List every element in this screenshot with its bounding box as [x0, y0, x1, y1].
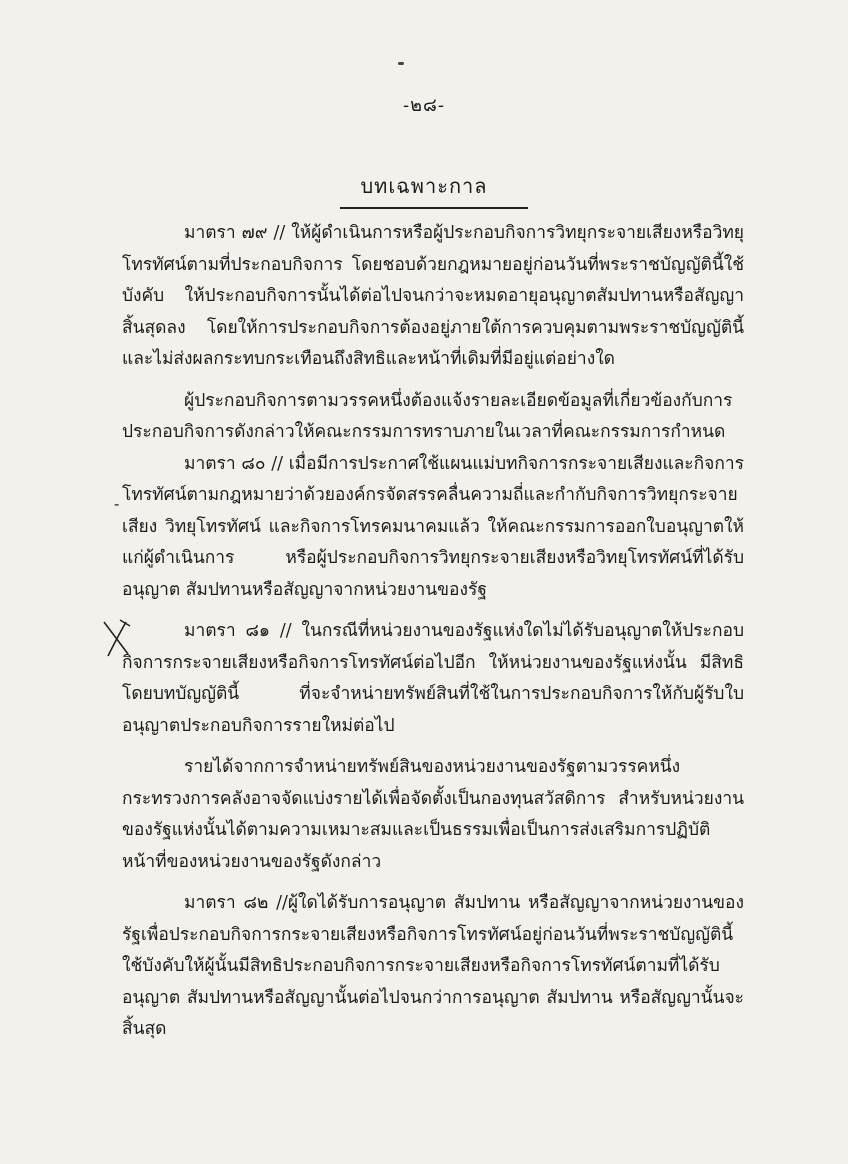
paragraph-section-82: มาตรา ๘๒ //ผู้ใดได้รับการอนุญาต สัมปทาน หรือสัญญาจากหน่วยงานของรัฐเพื่อประกอบกิจการกระจายเสียงหรือกิจการโทรทัศน์อยู่ก่อนวันที่พระราชบัญญัตินี้ใช้บังคับให้ผู้นั้นมีสิทธิประกอบกิจการกระจายเสียงหรือกิจการโทรทัศน์ตามที่ได้รับอนุญาต สัมปทานหรือสัญญานั้นต่อไปจนกว่าการอนุญาต สัมปทาน หรือสัญญานั้นจะสิ้นสุด: [122, 893, 744, 1039]
heading-underline: [340, 207, 528, 209]
paragraph-section-81-2: รายได้จากการจำหน่ายทรัพย์สินของหน่วยงานของรัฐตามวรรคหนึ่ง กระทรวงการคลังอาจจัดแบ่งรายได้เพื่อจัดตั้งเป็นกองทุนสวัสดิการ สำหรับหน่วยงานของรัฐแห่งนั้นได้ตามความเหมาะสมและเป็นธรรมเพื่อเป็นการส่งเสริมการปฏิบัติหน้าที่ของหน่วยงานของรัฐดังกล่าว: [122, 757, 744, 872]
paragraph-section-79: มาตรา ๗๙ // ให้ผู้ดำเนินการหรือผู้ประกอบกิจการวิทยุกระจายเสียงหรือวิทยุโทรทัศน์ตามที่ประกอบกิจการ โดยชอบด้วยกฎหมายอยู่ก่อนวันที่พระราชบัญญัตินี้ใช้บังคับ ให้ประกอบกิจการนั้นได้ต่อไปจนกว่าจะหมดอายุอนุญาตสัมปทานหรือสัญญาสิ้นสุดลง โดยให้การประกอบกิจการต้องอยู่ภายใต้การควบคุมตามพระราชบัญญัตินี้ และไม่ส่งผลกระทบกระเทือนถึงสิทธิและหน้าที่เดิมที่มีอยู่แต่อย่างใด: [122, 223, 744, 369]
paragraph-section-80: มาตรา ๘๐ // เมื่อมีการประกาศใช้แผนแม่บทกิจการกระจายเสียงและกิจการโทรทัศน์ตามกฎหมายว่าด้วยองค์กรจัดสรรคลื่นความถี่และกำกับกิจการวิทยุกระจายเสียง วิทยุโทรทัศน์ และกิจการโทรคมนาคมแล้ว ให้คณะกรรมการออกใบอนุญาตให้แก่ผู้ดำเนินการ หรือผู้ประกอบกิจการวิทยุกระจายเสียงหรือวิทยุโทรทัศน์ที่ได้รับอนุญาต สัมปทานหรือสัญญาจากหน่วยงานของรัฐ: [122, 453, 744, 600]
document-body: [122, 218, 744, 1046]
ink-speck: [398, 62, 404, 65]
section-heading: บทเฉพาะกาล: [360, 174, 488, 198]
paragraph-section-79-2: ผู้ประกอบกิจการตามวรรคหนึ่งต้องแจ้งรายละเอียดข้อมูลที่เกี่ยวข้องกับการประกอบกิจการดังกล่าวให้คณะกรรมการทราบภายในเวลาที่คณะกรรมการกำหนด: [122, 390, 733, 442]
margin-dash-mark: -: [114, 494, 120, 513]
paragraph-section-81: มาตรา ๘๑ // ในกรณีที่หน่วยงานของรัฐแห่งใดไม่ได้รับอนุญาตให้ประกอบกิจการกระจายเสียงหรือกิจการโทรทัศน์ต่อไปอีก ให้หน่วยงานของรัฐแห่งนั้น มีสิทธิโดยบทบัญญัตินี้ ที่จะจำหน่ายทรัพย์สินที่ใช้ในการประกอบกิจการให้กับผู้รับใบอนุญาตประกอบกิจการรายใหม่ต่อไป: [122, 621, 744, 736]
page-number: -๒๘-: [403, 95, 445, 116]
